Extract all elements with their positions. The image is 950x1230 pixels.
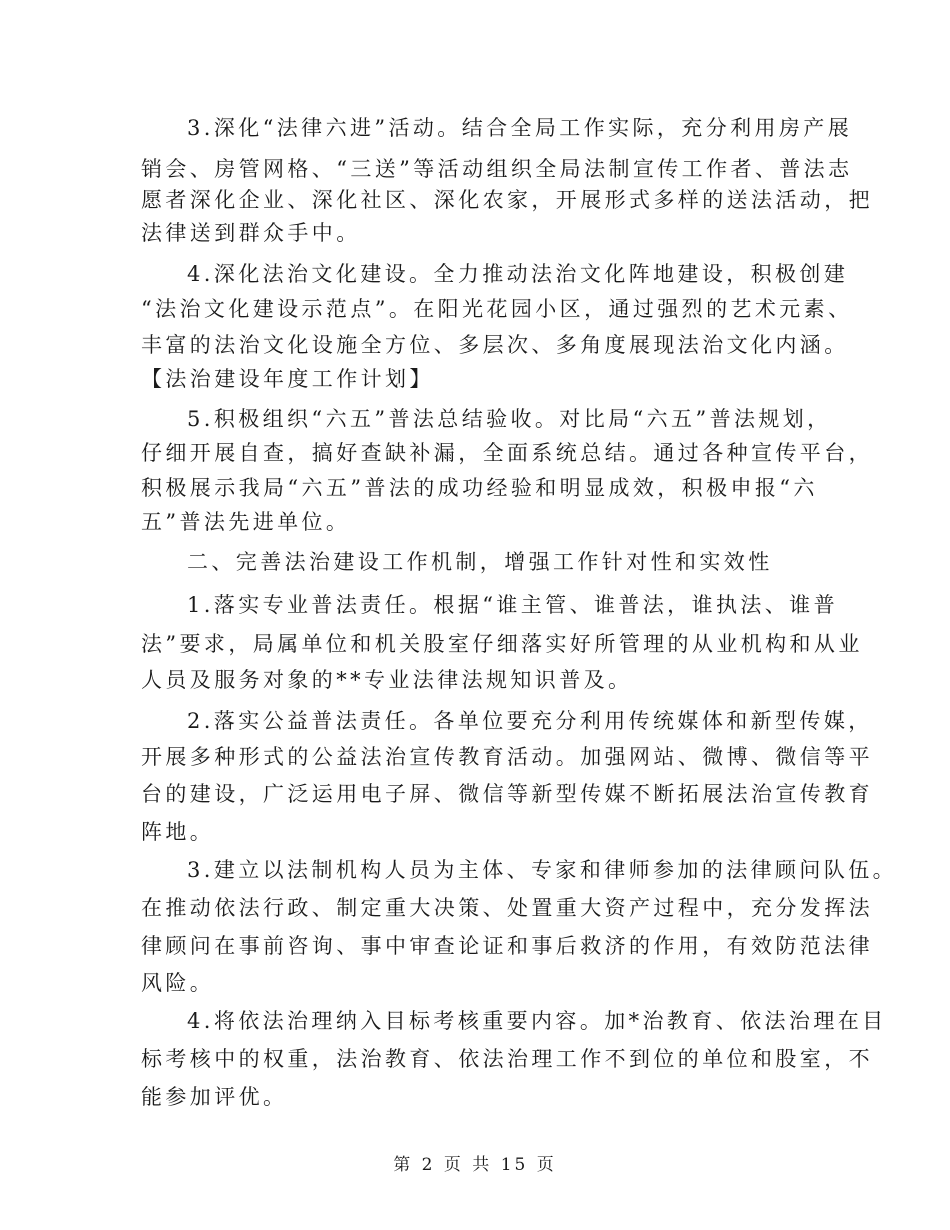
- paragraph-line: 能参加评优。: [141, 1085, 288, 1109]
- paragraph-line: 积极展示我局“六五”普法的成功经验和明显成效，积极申报“六: [141, 476, 818, 500]
- paragraph-line: 台的建设，广泛运用电子屏、微信等新型传媒不断拓展法治宣传教育: [141, 782, 873, 806]
- paragraph-line: 1.落实专业普法责任。根据“谁主管、谁普法，谁执法、谁普: [187, 593, 838, 617]
- paragraph-line: 律顾问在事前咨询、事中审查论证和事后救济的作用，有效防范法律: [141, 934, 873, 958]
- paragraph-line: 在推动依法行政、制定重大决策、处置重大资产过程中，充分发挥法: [141, 896, 873, 920]
- paragraph-line: 仔细开展自查，搞好查缺补漏，全面系统总结。通过各种宣传平台，: [141, 441, 873, 465]
- paragraph-line: 风险。: [141, 971, 215, 995]
- paragraph-line: 人员及服务对象的**专业法律法规知识普及。: [141, 668, 633, 692]
- paragraph-line: 法”要求，局属单位和机关股室仔细落实好所管理的从业机构和从业: [141, 632, 863, 656]
- paragraph-line: 法律送到群众手中。: [141, 221, 361, 245]
- paragraph-line: 丰富的法治文化设施全方位、多层次、多角度展现法治文化内涵。: [141, 333, 849, 357]
- section-heading: 【法治建设年度工作计划】: [141, 367, 434, 391]
- paragraph-line: 阵地。: [141, 820, 215, 844]
- paragraph-line: 3.建立以法制机构人员为主体、专家和律师参加的法律顾问队伍。: [187, 858, 898, 882]
- paragraph-line: 3.深化“法律六进”活动。结合全局工作实际，充分利用房产展: [187, 116, 853, 140]
- paragraph-line: 愿者深化企业、深化社区、深化农家，开展形式多样的送法活动，把: [141, 188, 873, 212]
- paragraph-line: 2.落实公益普法责任。各单位要充分利用传统媒体和新型传媒，: [187, 709, 873, 733]
- section-heading: 二、完善法治建设工作机制，增强工作针对性和实效性: [187, 550, 773, 574]
- paragraph-line: 销会、房管网格、“三送”等活动组织全局法制宣传工作者、普法志: [141, 157, 853, 181]
- paragraph-line: 五”普法先进单位。: [141, 510, 351, 534]
- paragraph-line: 4.深化法治文化建设。全力推动法治文化阵地建设，积极创建: [187, 262, 849, 286]
- paragraph-line: 标考核中的权重，法治教育、依法治理工作不到位的单位和股室，不: [141, 1047, 873, 1071]
- paragraph-line: 5.积极组织“六五”普法总结验收。对比局“六五”普法规划，: [187, 407, 832, 431]
- paragraph-line: 开展多种形式的公益法治宣传教育活动。加强网站、微博、微信等平: [141, 745, 873, 769]
- page-number: 第 2 页 共 15 页: [393, 1155, 557, 1175]
- paragraph-line: 4.将依法治理纳入目标考核重要内容。加*治教育、依法治理在目: [187, 1009, 887, 1033]
- paragraph-line: “法治文化建设示范点”。在阳光花园小区，通过强烈的艺术元素、: [141, 297, 853, 321]
